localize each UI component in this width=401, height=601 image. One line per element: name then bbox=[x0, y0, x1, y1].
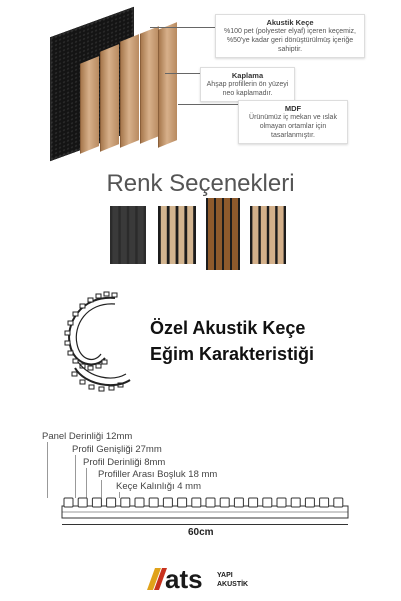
felt-callout-text: %100 pet (polyester elyaf) içeren keçemiz, %50'ye kadar geri dönüştürülmüş içeriğe sahiptir. bbox=[224, 28, 356, 53]
total-width-label: 60cm bbox=[188, 527, 214, 538]
felt-callout-title: Akustik Keçe bbox=[266, 18, 314, 27]
profile-slat bbox=[234, 498, 243, 507]
sample-slat bbox=[269, 206, 275, 264]
profile-slat bbox=[320, 498, 329, 507]
sample-slat bbox=[216, 198, 222, 270]
logo-wordmark: ats bbox=[165, 564, 203, 594]
felt-flex-curve-illustration bbox=[60, 290, 140, 400]
sample-slat bbox=[208, 198, 214, 270]
gap-label: Profiller Arası Boşluk 18 mm bbox=[98, 469, 218, 480]
mdf-callout bbox=[238, 100, 348, 144]
felt-segment bbox=[88, 366, 93, 370]
color-sample-light-oak bbox=[158, 206, 196, 264]
ats-logo bbox=[145, 562, 255, 594]
feature-title-line2: Eğim Karakteristiği bbox=[150, 344, 315, 364]
cover-callout-title: Kaplama bbox=[231, 71, 264, 80]
felt-segment bbox=[96, 294, 101, 298]
logo-sub1: YAPI bbox=[217, 572, 233, 579]
felt-segment bbox=[89, 385, 94, 389]
profile-slat bbox=[64, 498, 73, 507]
mdf-callout-text: Ürünümüz iç mekan ve ıslak olmayan ortamlar için tasarlanmıştır. bbox=[249, 114, 337, 139]
callout-leader bbox=[150, 27, 215, 28]
sample-slat bbox=[138, 206, 144, 264]
profile-slat bbox=[192, 498, 201, 507]
felt-segment bbox=[73, 359, 78, 363]
wood-slat bbox=[158, 22, 177, 148]
mdf-callout-title: MDF bbox=[284, 104, 302, 113]
felt-segment bbox=[88, 298, 93, 302]
profile-slat bbox=[78, 498, 87, 507]
profile-slat bbox=[220, 498, 229, 507]
profile-cross-section bbox=[60, 494, 350, 524]
color-options-title: Renk Seçenekleri bbox=[106, 170, 295, 197]
sample-slat bbox=[187, 206, 193, 264]
profile-slat bbox=[135, 498, 144, 507]
felt-segment bbox=[109, 386, 114, 390]
color-sample-walnut bbox=[206, 198, 240, 270]
felt-segment bbox=[65, 331, 70, 335]
felt-segment bbox=[112, 293, 117, 297]
profile-slat bbox=[277, 498, 286, 507]
total-width-line bbox=[62, 524, 348, 525]
profile-slat bbox=[121, 498, 130, 507]
felt-segment bbox=[102, 360, 107, 364]
sample-slat bbox=[252, 206, 258, 264]
color-sample-dark bbox=[110, 206, 146, 264]
felt-segment bbox=[65, 341, 70, 345]
profile-slat bbox=[291, 498, 300, 507]
cover-callout-text: Ahşap profillerin ön yüzeyi neo kaplamadır. bbox=[206, 81, 289, 97]
feature-title-line1: Özel Akustik Keçe bbox=[150, 318, 306, 338]
profile-slat bbox=[149, 498, 158, 507]
felt-segment bbox=[80, 304, 85, 308]
profile-slat bbox=[305, 498, 314, 507]
sample-slat bbox=[261, 206, 267, 264]
dimension-leader bbox=[47, 442, 48, 498]
sample-slat bbox=[278, 206, 284, 264]
sample-slat bbox=[170, 206, 176, 264]
felt-segment bbox=[99, 387, 104, 391]
felt-segment bbox=[72, 372, 77, 376]
profile-slat bbox=[334, 498, 343, 507]
sample-slat bbox=[121, 206, 127, 264]
profile-slat bbox=[178, 498, 187, 507]
panel-depth-label: Panel Derinliği 12mm bbox=[42, 431, 133, 442]
sample-slat bbox=[161, 206, 167, 264]
wood-slat bbox=[80, 56, 99, 154]
profile-slat bbox=[263, 498, 272, 507]
cover-callout bbox=[200, 67, 295, 102]
ats-logo-mark bbox=[145, 562, 255, 594]
wood-slat bbox=[100, 44, 119, 152]
wood-slat bbox=[140, 26, 159, 144]
profile-slat bbox=[163, 498, 172, 507]
profile-slat bbox=[107, 498, 116, 507]
profile-width-label: Profil Genişliği 27mm bbox=[72, 444, 162, 455]
profile-slat bbox=[249, 498, 258, 507]
sample-slat bbox=[224, 198, 230, 270]
sample-slat bbox=[129, 206, 135, 264]
logo-sub2: AKUSTİK bbox=[217, 581, 249, 588]
felt-segment bbox=[80, 380, 85, 384]
profile-slat bbox=[92, 498, 101, 507]
callout-leader bbox=[165, 73, 200, 74]
felt-callout bbox=[215, 14, 365, 58]
sample-slat bbox=[232, 198, 238, 270]
felt-segment bbox=[68, 351, 73, 355]
felt-segment bbox=[68, 321, 73, 325]
color-sample-natural-oak bbox=[250, 206, 286, 264]
felt-segment bbox=[73, 312, 78, 316]
color-samples bbox=[110, 198, 300, 270]
profile-depth-label: Profil Derinliği 8mm bbox=[83, 457, 166, 468]
callout-leader bbox=[178, 104, 238, 105]
felt-thickness-label: Keçe Kalınlığı 4 mm bbox=[116, 481, 202, 492]
sample-slat bbox=[178, 206, 184, 264]
felt-segment bbox=[96, 364, 101, 368]
profile-slat bbox=[206, 498, 215, 507]
sample-slat bbox=[112, 206, 118, 264]
felt-segment bbox=[104, 292, 109, 296]
dimension-leader bbox=[75, 455, 76, 498]
wood-slat bbox=[120, 34, 139, 148]
